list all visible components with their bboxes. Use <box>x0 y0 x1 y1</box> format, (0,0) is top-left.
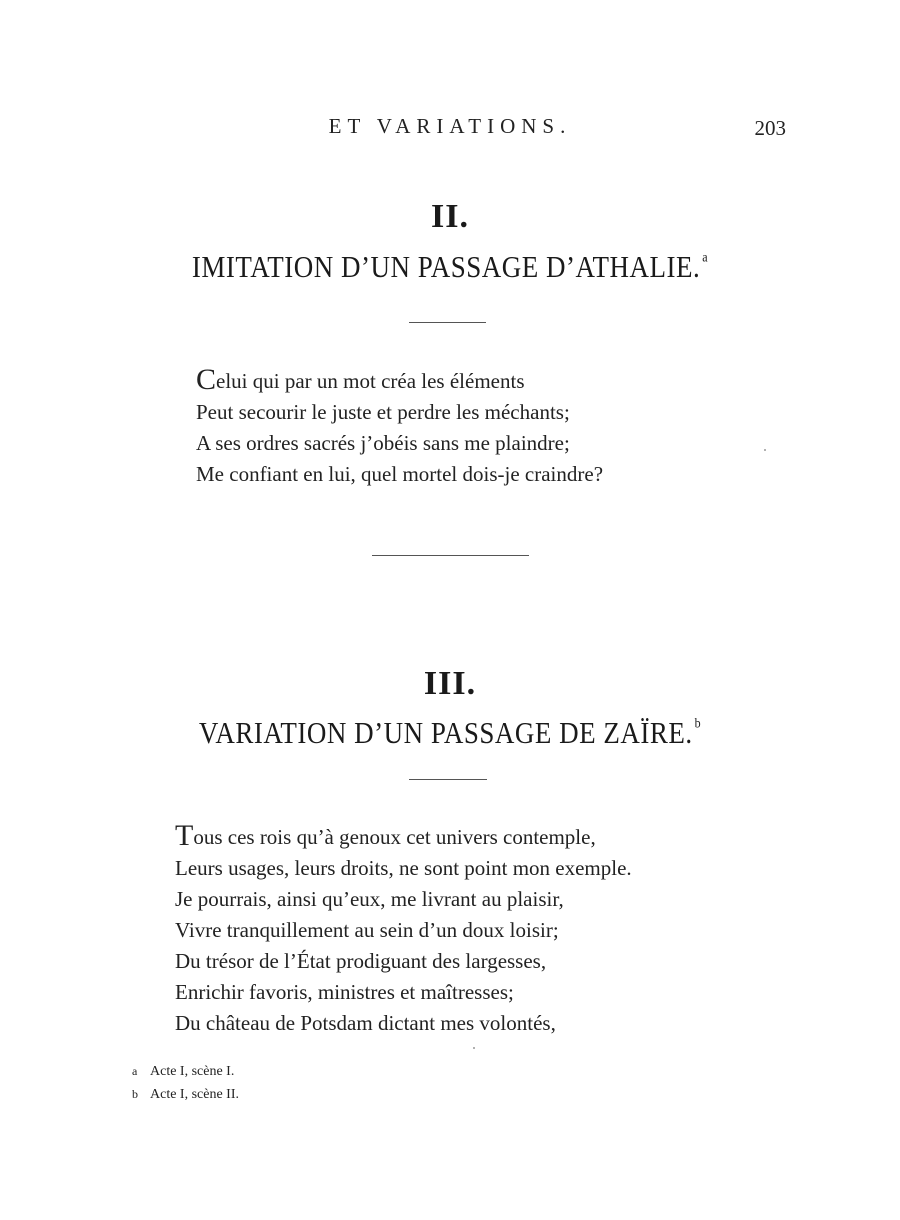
footnote <box>132 1060 239 1083</box>
page-number: 203 <box>754 116 786 140</box>
section-ii-numeral: II. <box>431 198 469 235</box>
section-ii-title <box>0 249 900 285</box>
section-divider-rule <box>372 555 529 556</box>
section-iii-title <box>0 715 900 751</box>
verse-line-text: elui qui par un mot créa les éléments <box>216 369 525 393</box>
print-speck <box>764 449 766 451</box>
verse-line: Je pourrais, ainsi qu’eux, me livrant au plaisir, <box>175 887 564 911</box>
short-rule <box>409 322 486 323</box>
verse-line: Leurs usages, leurs droits, ne sont point mon exemple. <box>175 856 632 880</box>
footnote-text: Acte I, scène II. <box>150 1087 240 1102</box>
footnote-mark: b <box>132 1087 138 1101</box>
verse-line <box>196 363 603 397</box>
footnote-ref-b: b <box>694 715 702 731</box>
verse-line: Peut secourir le juste et perdre les méchants; <box>196 400 570 424</box>
drop-cap: T <box>175 819 194 852</box>
verse-line: A ses ordres sacrés j’obéis sans me plaindre; <box>196 431 570 455</box>
section-iii-numeral: III. <box>423 665 477 702</box>
footnote <box>132 1083 239 1106</box>
footnote-text: Acte I, scène I. <box>150 1064 235 1079</box>
verse-line-text: ous ces rois qu’à genoux cet univers contemple, <box>193 825 596 849</box>
print-speck <box>473 1047 475 1049</box>
verse-line: Du château de Potsdam dictant mes volontés, <box>175 1011 556 1035</box>
verse-line: Enrichir favoris, ministres et maîtresses; <box>175 980 514 1004</box>
running-head: ET VARIATIONS. <box>328 114 572 138</box>
footnotes <box>132 1060 239 1106</box>
short-rule <box>409 779 487 780</box>
section-iii-title-text: VARIATION D’UN PASSAGE DE ZAÏRE. <box>198 716 693 750</box>
footnote-mark: a <box>132 1064 138 1078</box>
verse-line: Vivre tranquillement au sein d’un doux loisir; <box>175 918 559 942</box>
drop-cap: C <box>196 363 217 396</box>
section-ii-title-text: IMITATION D’UN PASSAGE D’ATHALIE. <box>191 250 701 284</box>
verse-line: Du trésor de l’État prodiguant des largesses, <box>175 949 547 973</box>
footnote-ref-a: a <box>702 249 709 265</box>
verse-line <box>175 819 632 853</box>
verse-block-ii <box>196 363 604 490</box>
verse-line: Me confiant en lui, quel mortel dois-je craindre? <box>196 462 604 486</box>
verse-block-iii <box>175 819 632 1039</box>
